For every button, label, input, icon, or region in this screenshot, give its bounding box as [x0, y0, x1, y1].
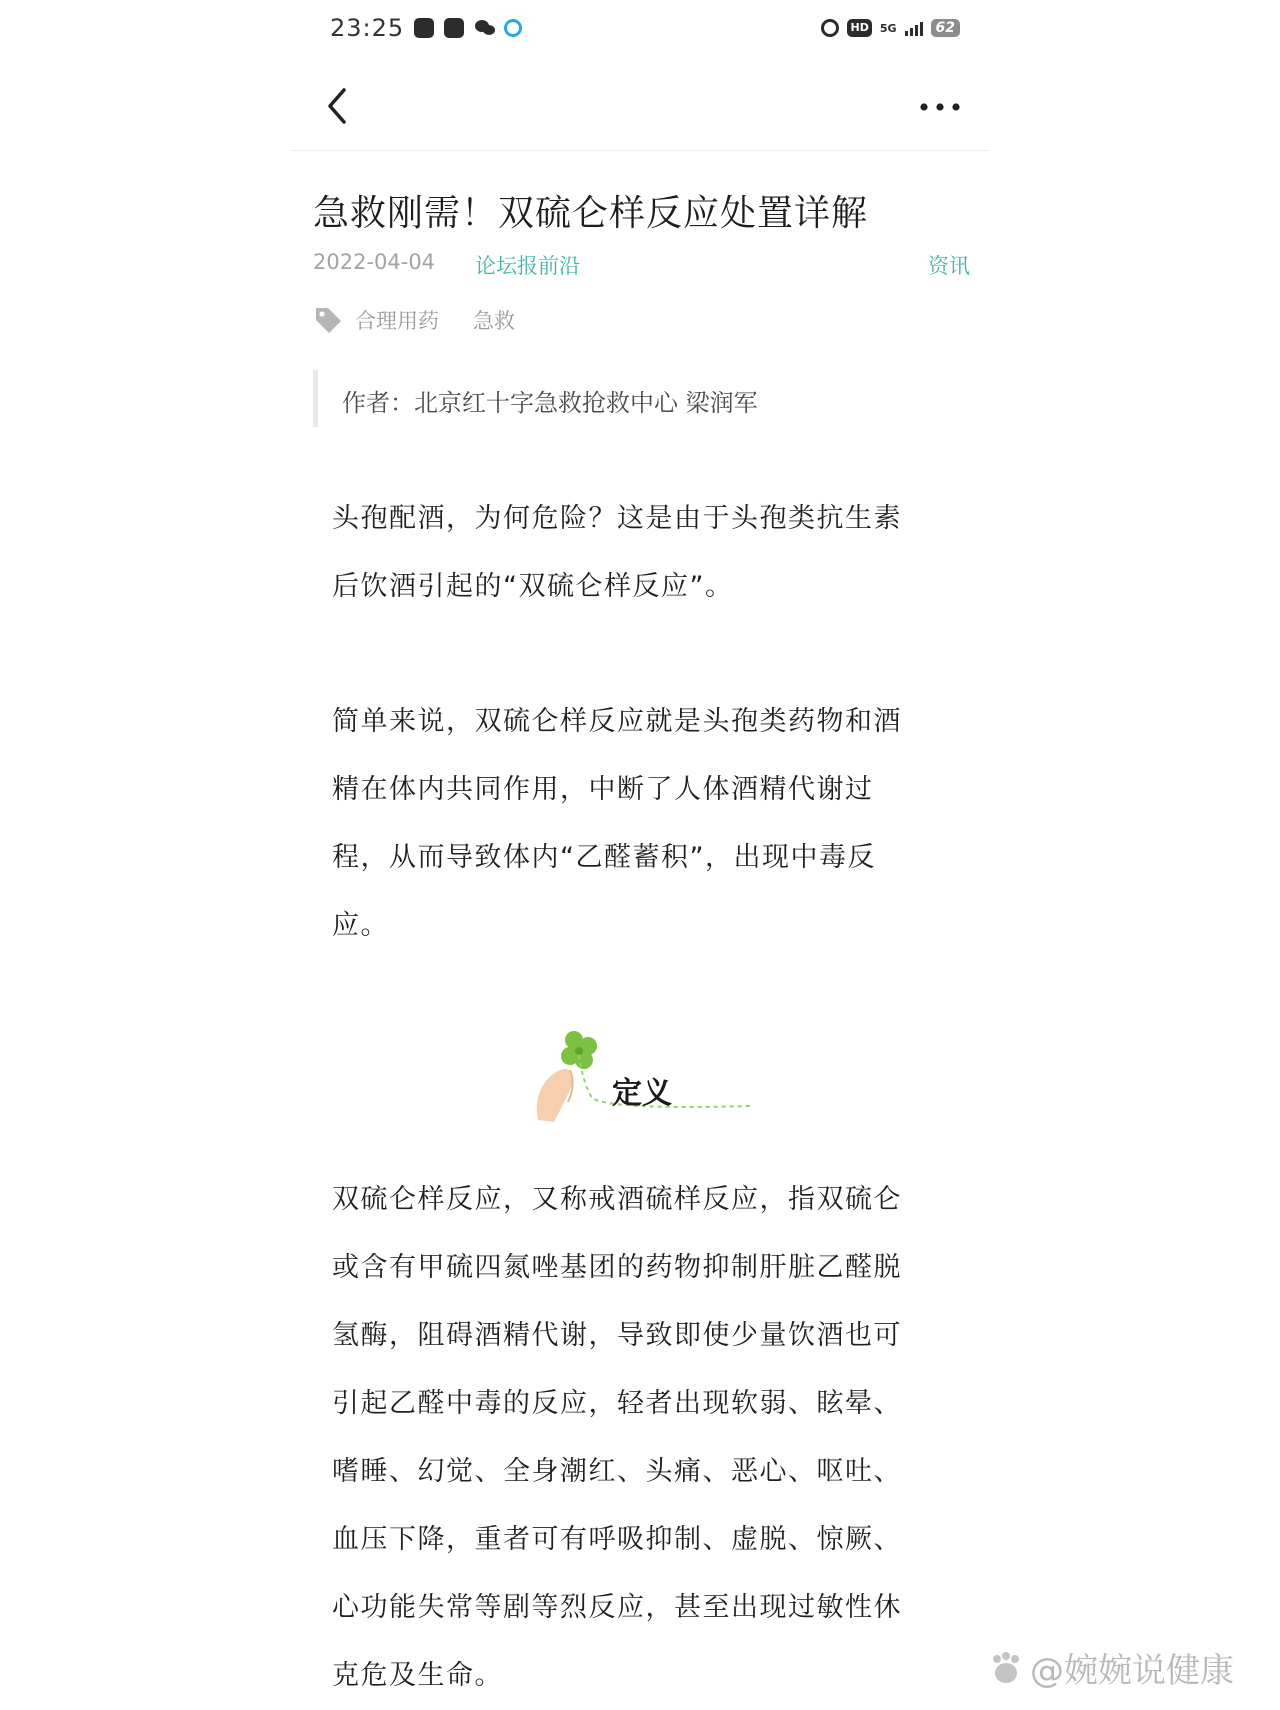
more-dots-icon[interactable] [916, 92, 966, 122]
article-meta [313, 250, 970, 284]
status-bar-right [821, 19, 960, 37]
tag-item-rational-drug-use[interactable]: 合理用药 [355, 309, 439, 333]
section-heading [530, 1030, 770, 1130]
baidu-paw-icon [988, 1651, 1024, 1685]
browser-app-icon [504, 19, 522, 37]
paragraph-line: 或含有甲硫四氮唑基团的药物抑制肝脏乙醛脱 [332, 1252, 902, 1283]
paragraph-line: 血压下降，重者可有呼吸抑制、虚脱、惊厥、 [332, 1524, 902, 1555]
paragraph-line: 心功能失常等剧等烈反应，甚至出现过敏性休 [332, 1592, 902, 1623]
status-bar [330, 8, 960, 48]
gallery-app-icon [444, 18, 464, 38]
alarm-icon [821, 19, 839, 37]
paragraph-line: 程，从而导致体内“乙醛蓄积”，出现中毒反 [332, 842, 876, 873]
tag-icon [313, 305, 343, 335]
paragraph-line: 后饮酒引起的“双硫仑样反应”。 [332, 571, 734, 602]
paragraph-line: 嗜睡、幻觉、全身潮红、头痛、恶心、呕吐、 [332, 1456, 902, 1487]
tag-item-first-aid[interactable]: 急救 [473, 309, 515, 333]
paragraph-line: 精在体内共同作用，中断了人体酒精代谢过 [332, 774, 874, 805]
paragraph-3 [332, 1166, 960, 1710]
paragraph-line: 简单来说，双硫仑样反应就是头孢类药物和酒 [332, 706, 902, 737]
author-block [313, 370, 918, 427]
tag-list [313, 300, 537, 340]
status-bar-left [330, 14, 522, 42]
paragraph-line: 引起乙醛中毒的反应，轻者出现软弱、眩晕、 [332, 1388, 902, 1419]
source-link[interactable]: 论坛报前沿 [475, 254, 580, 278]
category-link[interactable]: 资讯 [928, 254, 970, 278]
article-title: 急救刚需！双硫仑样反应处置详解 [313, 193, 869, 234]
back-chevron-icon[interactable] [320, 86, 356, 126]
publish-date: 2022-04-04 [313, 250, 436, 274]
signal-icon [905, 20, 923, 36]
paragraph-2 [332, 688, 960, 960]
watermark [988, 1643, 1234, 1692]
paragraph-line: 头孢配酒，为何危险？这是由于头孢类抗生素 [332, 503, 902, 534]
nav-bar [290, 68, 990, 151]
battery-indicator: 62 [931, 19, 960, 37]
music-app-icon [414, 18, 434, 38]
paragraph-line: 双硫仑样反应，又称戒酒硫样反应，指双硫仑 [332, 1184, 902, 1215]
paragraph-line: 应。 [332, 910, 389, 941]
paragraph-line: 氢酶，阻碍酒精代谢，导致即使少量饮酒也可 [332, 1320, 902, 1351]
status-time: 23:25 [330, 14, 405, 42]
paragraph-line: 克危及生命。 [332, 1660, 503, 1691]
section-title: 定义 [612, 1076, 672, 1111]
watermark-text: @婉婉说健康 [1030, 1651, 1234, 1691]
hd-badge: HD [847, 19, 871, 37]
network-type-label: 5G [879, 21, 897, 35]
wechat-icon [474, 18, 494, 38]
author-text: 作者：北京红十字急救抢救中心 梁润军 [342, 389, 758, 417]
paragraph-1 [332, 485, 960, 621]
